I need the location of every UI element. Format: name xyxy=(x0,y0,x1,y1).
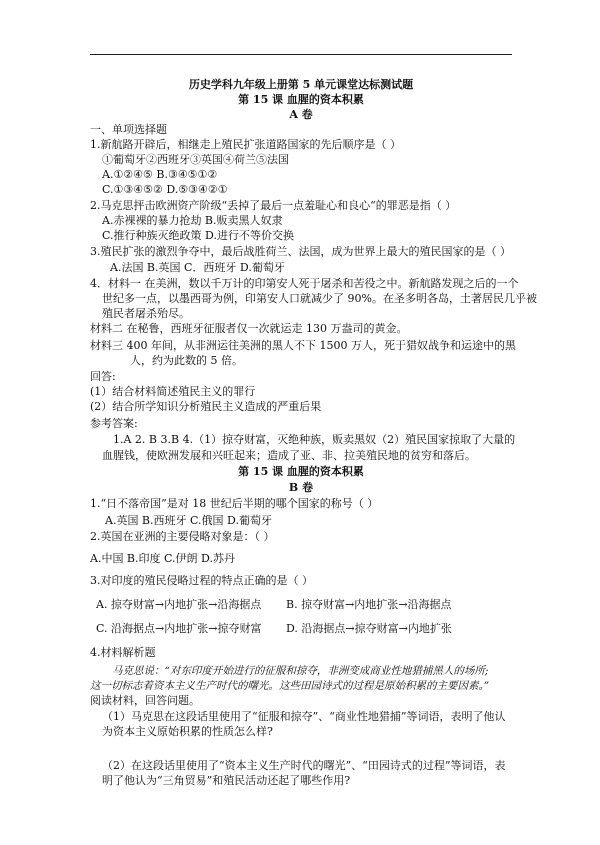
b-q2-stem: 2.英国在亚洲的主要侵略对象是：（ ） xyxy=(90,530,275,543)
b-q3-option-a: A. 掠夺财富→内地扩张→沿海据点 xyxy=(96,598,262,611)
lesson-title-a: 第 15 课 血腥的资本积累 xyxy=(238,93,364,106)
b-q4-sub2-line2: 明了他认为“三角贸易”和殖民活动还起了哪些作用? xyxy=(102,774,351,787)
a-q1-options-ab: A.①②④⑤ B.③④⑤①② xyxy=(102,168,218,181)
volume-a-label: A 卷 xyxy=(289,108,313,121)
a-q3-options: A.法国 B.英国 C．西班牙 D.葡萄牙 xyxy=(110,261,285,274)
a-q2-options-ab: A.赤裸裸的暴力抢劫 B.贩卖黑人奴隶 xyxy=(102,214,283,227)
a-q4-material1-line2: 世纪多一点，以墨西哥为例，印第安人口就减少了 90%。在圣多明各岛，土著居民几乎被 xyxy=(102,292,537,305)
a-q4-answer-label: 回答: xyxy=(90,370,116,383)
a-q2-options-cd: C.推行种族灭绝政策 D.进行不等价交换 xyxy=(102,229,294,242)
b-q4-sub1-line1: （1）马克思在这段话里使用了“征服和掠夺”、“商业性地猎捕”等词语，表明了他认 xyxy=(102,710,506,723)
a-q4-material2: 材料二 在秘鲁，西班牙征服者仅一次就运走 130 万盎司的黄金。 xyxy=(90,322,408,335)
b-q4-sub2-line1: （2）在这段话里使用了“资本主义生产时代的曙光”、“田园诗式的过程”等词语，表 xyxy=(102,759,506,772)
b-q3-option-d: D. 沿海据点→掠夺财富→内地扩张 xyxy=(286,622,452,635)
b-q4-quote-line1: 马克思说：“对东印度开始进行的征服和掠夺，非洲变成商业性地猎捕黑人的场所; xyxy=(112,665,489,677)
a-q4-sub2: (2）结合所学知识分析殖民主义造成的严重后果 xyxy=(90,400,322,413)
a-q4-sub1: (1）结合材料简述殖民主义的罪行 xyxy=(90,385,256,398)
reference-answer-line2: 血腥钱，使欧洲发展和兴旺起来；造成了亚、非、拉美殖民地的贫穷和落后。 xyxy=(102,449,476,462)
a-q4-material1-line1: 4．材料一 在美洲，数以千万计的印第安人死于屠杀和苦役之中。新航路发现之后的一个 xyxy=(90,277,519,290)
a-q1-items: ①葡萄牙②西班牙③英国④荷兰⑤法国 xyxy=(102,153,289,166)
reference-answer-line1: 1.A 2. B 3.B 4.（1）掠夺财富，灭绝种族，贩卖黑奴（2）殖民国家掠取了大量的 xyxy=(113,433,516,446)
a-q2-stem: 2.马克思抨击欧洲资产阶级“丢掉了最后一点羞耻心和良心“的罪恶是指（ ） xyxy=(90,199,457,212)
header-rule xyxy=(90,54,512,55)
a-q4-material3-line1: 材料三 400 年间，从非洲运往美洲的黑人不下 1500 万人，死于猎奴战争和运途中的黑 xyxy=(90,339,516,352)
b-q3-option-c: C. 沿海据点→内地扩张→掠夺财富 xyxy=(96,622,262,635)
lesson-title-b: 第 15 课 血腥的资本积累 xyxy=(238,465,364,478)
section-heading: 一、单项选择题 xyxy=(90,123,167,136)
a-q4-material3-line2: 人，约为此数的 5 倍。 xyxy=(130,354,243,367)
b-q2-options: A.中国 B.印度 C.伊朗 D.苏丹 xyxy=(90,552,235,565)
a-q1-options-cd: C.①③④⑤② D.⑤③④②① xyxy=(102,183,228,196)
b-q1-options: A.英国 B.西班牙 C.俄国 D.葡萄牙 xyxy=(105,514,272,527)
a-q3-stem: 3.殖民扩张的激烈争夺中，最后战胜荷兰、法国，成为世界上最大的殖民国家的是（ ） xyxy=(90,245,511,258)
b-q4-quote-line2: 这一切标志着资本主义生产时代的曙光。这些田园诗式的过程是原始积累的主要因素。” xyxy=(90,680,490,692)
a-q1-stem: 1.新航路开辟后，相继走上殖民扩张道路国家的先后顺序是（ ） xyxy=(90,138,401,151)
b-q1-stem: 1.“日不落帝国”是对 18 世纪后半期的哪个国家的称号（ ） xyxy=(90,497,379,510)
b-q4-heading: 4.材料解析题 xyxy=(90,646,156,659)
a-q4-material1-line3: 殖民者屠杀殆尽。 xyxy=(102,307,190,320)
page-title: 历史学科九年级上册第 5 单元课堂达标测试题 xyxy=(188,78,414,91)
b-q3-stem: 3.对印度的殖民侵略过程的特点正确的是（ ） xyxy=(90,574,313,587)
b-q4-sub1-line2: 为资本主义原始积累的性质怎么样? xyxy=(102,725,273,738)
reference-answer-label: 参考答案: xyxy=(90,417,138,430)
volume-b-label: B 卷 xyxy=(288,481,314,494)
b-q3-option-b: B. 掠夺财富→内地扩张→沿海据点 xyxy=(286,598,452,611)
b-q4-prompt: 阅读材料，回答问题。 xyxy=(90,694,200,707)
